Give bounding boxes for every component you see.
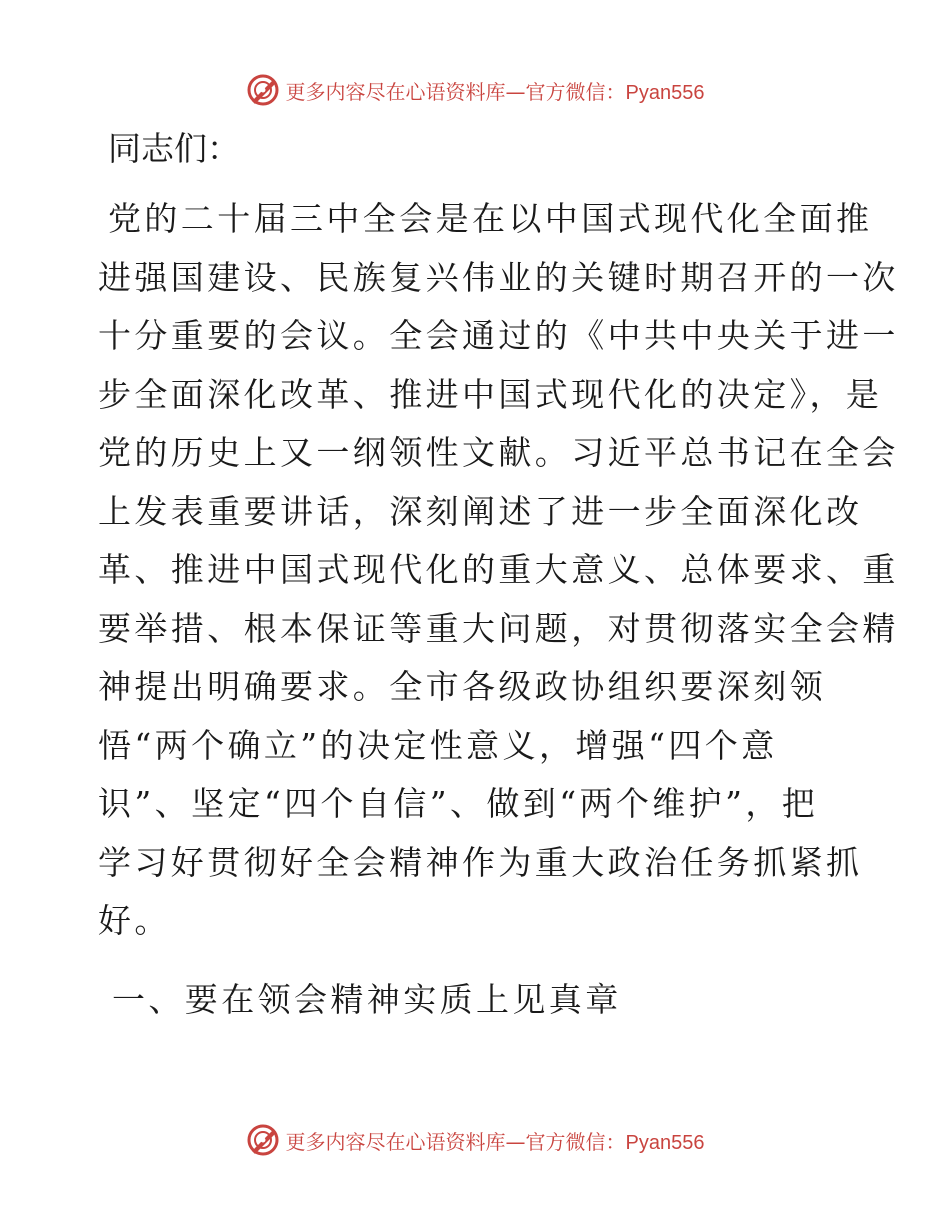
watermark-id: Pyan556 — [625, 1131, 705, 1154]
paragraph-line: 好。 — [98, 901, 171, 940]
paragraph-line: 步全面深化改革、推进中国式现代化的决定》，是 — [98, 374, 883, 414]
paragraph-line: 神提出明确要求。全市各级政协组织要深刻领 — [98, 667, 826, 706]
paragraph-line: 进强国建设、民族复兴伟业的关键时期召开的一次 — [98, 257, 899, 297]
paragraph-line: 要举措、根本保证等重大问题，对贯彻落实全会精 — [98, 608, 899, 648]
paragraph-line: 学习好贯彻好全会精神作为重大政治任务抓紧抓 — [98, 842, 863, 882]
body-paragraph — [98, 190, 899, 951]
document-body — [98, 122, 899, 1027]
pen-logo-icon — [246, 1123, 280, 1157]
paragraph-line: 十分重要的会议。全会通过的《中共中央关于进一 — [98, 316, 899, 355]
watermark-text: 更多内容尽在心语资料库—官方微信：Pyan556 — [285, 1129, 705, 1154]
paragraph-line: 上发表重要讲话，深刻阐述了进一步全面深化改 — [98, 491, 863, 531]
paragraph-line: 革、推进中国式现代化的重大意义、总体要求、重 — [98, 550, 899, 589]
paragraph-line: 悟“两个确立”的决定性意义，增强“四个意 — [98, 725, 778, 765]
pen-logo-icon — [246, 73, 280, 107]
paragraph-line: 识”、坚定“四个自信”、做到“两个维护”，把 — [98, 784, 819, 823]
watermark-text: 更多内容尽在心语资料库—官方微信：Pyan556 — [285, 79, 705, 104]
watermark-id: Pyan556 — [625, 81, 705, 104]
header-watermark — [0, 70, 950, 110]
paragraph-line: 党的二十届三中全会是在以中国式现代化全面推 — [108, 199, 873, 238]
section-heading: 一、要在领会精神实质上见真章 — [112, 979, 622, 1019]
salutation: 同志们： — [108, 129, 240, 168]
paragraph-line: 党的历史上又一纲领性文献。习近平总书记在全会 — [98, 433, 899, 472]
footer-watermark — [0, 1120, 950, 1160]
